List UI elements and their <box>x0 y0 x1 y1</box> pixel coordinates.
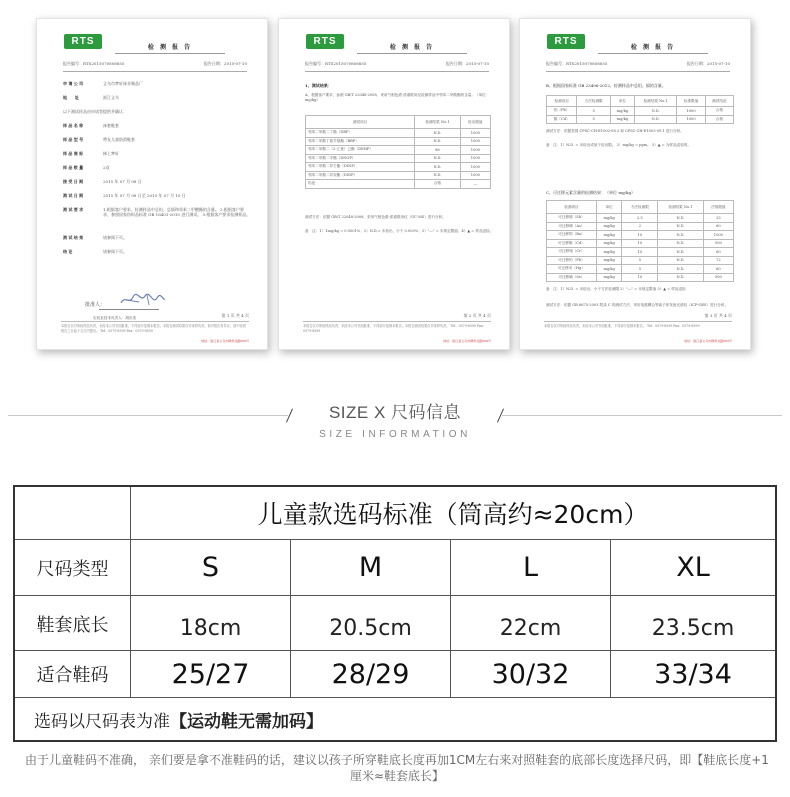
test-method: 测试方法：依据 GB 6675-2003 附录 C 的测试方法，采用电感耦合等离子体发射光谱仪（ICP-OES）进行分析。 <box>546 303 729 307</box>
row-label-shoe-size: 适合鞋码 <box>15 651 131 698</box>
section-subheading: A、根据客户要求，参照 GB/T 22048-2008，采用气相色谱-质谱联用仪检测样品中邻苯二甲酸酯的含量。（单位：mg/kg） <box>305 93 490 102</box>
table-row: 可迁移铅（Pb） mg/kg 5 N.D. 72 <box>547 256 734 265</box>
size-m: M <box>291 540 451 596</box>
shoe-size-s: 25/27 <box>131 651 291 698</box>
table-row: 邻苯二甲酸丁基苄基酯（BBP） N.D. 1000 <box>306 137 491 146</box>
shoe-size-l: 30/32 <box>451 651 611 698</box>
field-row: 样 品 名 称 袜套鞋套 <box>63 123 119 128</box>
footer-address: 地址：浙江省义乌市稠州北路689号 <box>443 338 491 343</box>
table-row: 可迁移汞（Hg） mg/kg 5 N.D. 60 <box>547 265 734 274</box>
table-row: 邻苯二甲酸二异癸酯（DIDP） N.D. 1000 <box>306 171 491 180</box>
table-header-row: 检测项目 单位 方法检测限 检测结果 No.1 法规限值 <box>547 201 734 214</box>
table-row: 邻苯二甲酸二（2-乙基）己酯（DEHP） 88 1000 <box>306 146 491 155</box>
rts-logo: RTS <box>547 34 585 49</box>
page-number: 第 3 页 共 4 页 <box>704 313 732 318</box>
table-row: 铅（Pb） 5 mg/kg N.D. 1000 合格 <box>547 107 734 116</box>
field-row: 样 品 商 标 梯上梦轩 <box>63 151 119 156</box>
report-footer <box>544 313 732 343</box>
table-row: 结论 合格 — <box>306 180 491 189</box>
report-number: 报告编号：RTS2015070808855 <box>305 61 367 66</box>
table-row: 邻苯二甲酸二丁酯（DBP） N.D. 1000 <box>306 129 491 138</box>
size-l: L <box>451 540 611 596</box>
size-standard-title: 儿童款选码标准（筒高约≈20cm） <box>131 487 775 540</box>
phthalate-table <box>305 115 491 189</box>
field-row: 测 试 日 期 2015 年 07 月 08 日至 2015 年 07 月 10 日 <box>63 193 186 198</box>
section-heading: 1、测试结果： <box>305 83 332 88</box>
report-number: 报告编号：RTS2015070808855 <box>546 61 608 66</box>
approver-label: 批准人： <box>85 302 106 308</box>
report-date: 报告日期：2015-07-10 <box>686 61 730 66</box>
footer-text: 本报告仅对所检样品负责，未经本公司书面批准，不得部分复制本报告。本报告测试结果仅对来样负责。如对报告有异议，请于收到报告之日起十五日内提出。 Tel：0579-8599 Fax：0579-8599 <box>61 324 246 333</box>
table-header-row: 检测项目 方法检测限 单位 检测结果 No.1 标准限值 测试结论 <box>547 96 734 107</box>
report-date: 报告日期：2015-07-10 <box>445 61 489 66</box>
lab-manager: 实验室技术负责人：胡庆美 <box>93 316 137 320</box>
heavy-metal-table <box>546 95 734 124</box>
remarks: 备 注：1）1mg/kg = 0.0001%；2）N.D.= 未检出，小于 0.005%；3）"—" = 未规定限值；4）▲ = 样品送检。 <box>305 229 494 233</box>
report-meta <box>63 61 247 67</box>
table-row: 可迁移锑（Sb） mg/kg 2.5 N.D. 25 <box>547 214 734 223</box>
footer-text: 本报告仅对所检样品负责，未经本公司书面批准，不得部分复制本报告。本报告测试结果仅对来样负责。 Tel：0579-8599 Fax：0579-8599 <box>303 324 486 333</box>
table-row: 可迁移硒（Se） mg/kg 10 N.D. 500 <box>547 273 734 282</box>
note-prefix: 选码以尺码表为准 <box>34 711 170 732</box>
field-row: 地 址 浙江义乌 <box>63 95 119 100</box>
remarks: 备 注：1）N.D. = 未检出，小于方法检测限 2）"—" = 未规定限值 3）▲ = 样品送检 <box>546 287 686 291</box>
table-row: 可迁移铬（Cr） mg/kg 10 N.D. 60 <box>547 248 734 257</box>
size-section-title: SIZE X 尺码信息 <box>328 403 462 422</box>
table-row: 可迁移镉（Cd） mg/kg 10 N.D. 500 <box>547 239 734 248</box>
size-chart-table <box>13 485 777 742</box>
size-section-subtitle: SIZE INFORMATION <box>319 429 471 440</box>
report-page-3 <box>519 18 751 350</box>
row-label-size-type: 尺码类型 <box>15 540 131 596</box>
footer-text: 本报告仅对所检样品负责，未经本公司书面批准，不得部分复制本报告。 Tel：0579-8599 Fax：0579-8599 <box>544 324 700 328</box>
report-title: 检 测 报 告 <box>598 42 708 54</box>
report-meta <box>546 61 730 67</box>
size-selection-note <box>15 698 775 740</box>
table-row: 可迁移钡（Ba） mg/kg 10 N.D. 1000 <box>547 231 734 240</box>
report-page-1 <box>36 18 268 350</box>
report-meta <box>305 61 489 67</box>
section-heading: B、根据国家标准 GB 23496-2012，检测样品中总铅、镉的含量。 <box>546 83 666 88</box>
test-method: 测试方法：依据美国 CPSC-CH-E1002-08.3 和 CPSC-CH-E1003-09.1 进行分析。 <box>546 129 684 133</box>
table-row: 可迁移砷（As） mg/kg 2 N.D. 60 <box>547 222 734 231</box>
table-corner <box>15 487 131 540</box>
field-row: 结 论 请参阅下页。 <box>63 249 127 254</box>
table-header-row: 测试项目 检测结果 No.1 检出限值 <box>306 116 491 129</box>
report-number: 报告编号：RTS2015070808855 <box>63 61 125 66</box>
rts-logo: RTS <box>306 34 344 49</box>
header-rule <box>546 71 730 72</box>
report-date: 报告日期：2015-07-10 <box>203 61 247 66</box>
report-fields <box>63 81 251 263</box>
sole-length-m: 20.5cm <box>291 596 451 651</box>
remarks: 备 注：1）N.D. = 未检出或低于检出限。 2）mg/kg = ppm。 3）▲ = 为样品送检的。 <box>546 143 691 147</box>
sole-length-l: 22cm <box>451 596 611 651</box>
note-emphasis: 【运动鞋无需加码】 <box>170 711 323 732</box>
footer-address: 地址：浙江省义乌市稠州北路689号 <box>201 338 249 343</box>
header-rule <box>63 71 247 72</box>
size-xl: XL <box>611 540 775 596</box>
field-row: 样 品 数 量 2双 <box>63 165 110 170</box>
page-number: 第 1 页 共 4 页 <box>221 313 249 318</box>
sole-length-s: 18cm <box>131 596 291 651</box>
signature-line <box>99 309 159 310</box>
table-row: 邻苯二甲酸二辛酯（DNOP） N.D. 1000 <box>306 154 491 163</box>
shoe-size-m: 28/29 <box>291 651 451 698</box>
row-label-sole-length: 鞋套底长 <box>15 596 131 651</box>
report-footer <box>303 313 491 343</box>
size-s: S <box>131 540 291 596</box>
shoe-size-xl: 33/34 <box>611 651 775 698</box>
report-title: 检 测 报 告 <box>357 42 467 54</box>
field-row: 样 品 型 号 赞友儿童防滑鞋套 <box>63 137 135 142</box>
header-rule <box>305 71 489 72</box>
field-row: 申 请 公 司 义乌市梦轩袜业制品厂 <box>63 81 143 86</box>
migration-table <box>546 200 734 282</box>
sole-length-xl: 23.5cm <box>611 596 775 651</box>
table-row: 镉（Cd） 5 mg/kg N.D. 1000 合格 <box>547 115 734 124</box>
test-method: 测试方法：依据 GB/T 22048-2008，采用气相色谱-质谱联用仪（GC-MS）进行分析。 <box>305 215 446 219</box>
footer-address: 地址：浙江省义乌市稠州北路689号 <box>684 338 732 343</box>
rts-logo: RTS <box>64 34 102 49</box>
table-row: 邻苯二甲酸二异壬酯（DINP） N.D. 1000 <box>306 163 491 172</box>
section-heading: C、可迁移元素含量的检测结果：（单位 mg/kg） <box>546 190 636 195</box>
field-row: 测 试 结 果 请参阅下页。 <box>63 235 127 240</box>
field-row: 接 受 日 期 2015 年 07 月 08 日 <box>63 179 142 184</box>
field-row: 以下测试样品由申请者提供并确认： <box>63 109 127 114</box>
report-title: 检 测 报 告 <box>115 42 225 54</box>
sizing-advice: 由于儿童鞋码不准确， 亲们要是拿不准鞋码的话，建议以孩子所穿鞋底长度再加1CM左右来对照鞋套的底部长度选择尺码，即【鞋底长度+1厘米≈鞋套底长】 <box>25 753 769 783</box>
page-number: 第 2 页 共 4 页 <box>463 313 491 318</box>
report-page-2 <box>278 18 510 350</box>
field-row: 测 试 要 求 1.根据客户要求，检测样品中总铅，总镉和邻苯二甲酸酯的含量。 2.根据客户要求，参照国家纺织品标准 GB 18401-2010 进行测试。 3.根据客户要求检测样品。 <box>63 207 251 217</box>
